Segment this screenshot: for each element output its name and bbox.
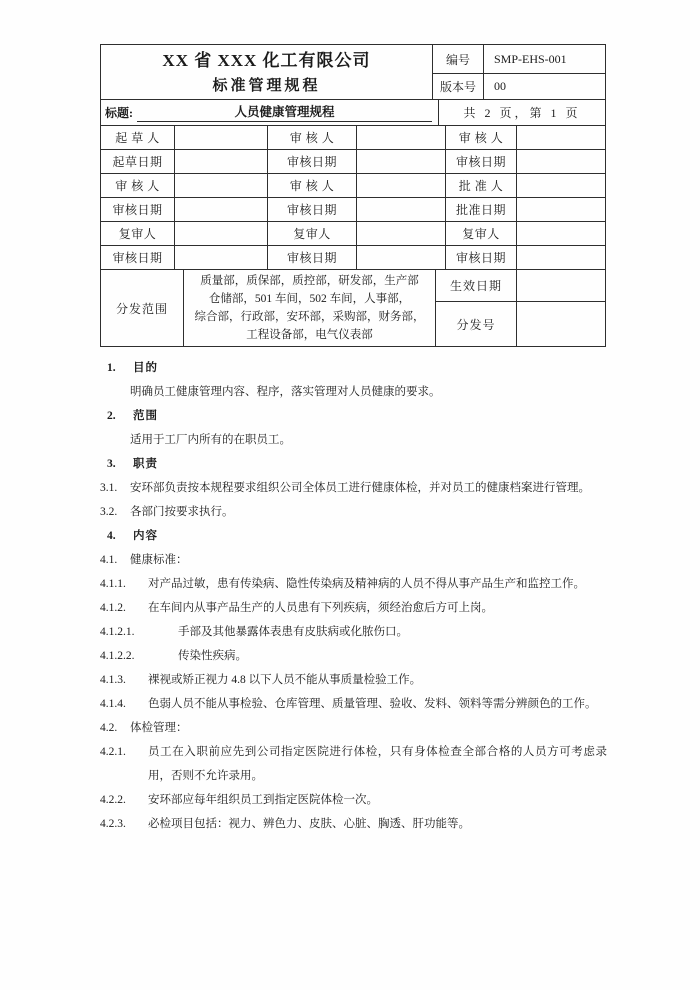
version-label: 版本号 [433, 74, 484, 100]
sign-value-cell [357, 198, 446, 222]
section-number: 4.1.1. [100, 578, 126, 590]
header-table [100, 44, 606, 100]
sign-value-cell [357, 126, 446, 150]
section-text: 体检管理： [130, 722, 188, 734]
dispatch-no-value-cell [517, 302, 606, 347]
sign-label: 复审人 [446, 222, 517, 246]
section-number: 3.2. [100, 506, 118, 518]
effective-date-value-cell [517, 270, 606, 302]
section-heading [100, 452, 607, 476]
body-item [100, 740, 607, 788]
sign-value-cell [357, 150, 446, 174]
distribution-line: 仓储部，501 车间，502 车间，人事部， [208, 293, 411, 305]
section-text: 手部及其他暴露体表患有皮肤病或化脓伤口。 [178, 626, 408, 638]
sign-label: 审 核 人 [446, 126, 517, 150]
section-number: 3.1. [100, 482, 118, 494]
section-number: 4.1.2.1. [100, 626, 135, 638]
body-item [100, 692, 607, 716]
title-cell [101, 100, 439, 126]
company-name: XX 省 XXX 化工有限公司 [162, 51, 371, 70]
title-label: 标题: [105, 106, 133, 120]
section-text: 安环部应每年组织员工到指定医院体检一次。 [148, 794, 378, 806]
body-item [100, 500, 607, 524]
section-number: 4.2.2. [100, 794, 126, 806]
sign-value-cell [175, 174, 268, 198]
section-text: 内容 [133, 530, 158, 542]
body-item [100, 476, 607, 500]
sign-label: 审核日期 [268, 246, 357, 270]
sign-label: 起草日期 [101, 150, 175, 174]
distribution-table [100, 269, 606, 347]
sign-row [101, 174, 606, 198]
section-text: 目的 [133, 362, 158, 374]
sign-label: 批准日期 [446, 198, 517, 222]
section-text: 裸视或矫正视力 4.8 以下人员不能从事质量检验工作。 [148, 674, 422, 686]
body-item [100, 788, 607, 812]
section-number: 4.1.2.2. [100, 650, 135, 662]
sign-label: 复审人 [101, 222, 175, 246]
section-number: 2. [107, 410, 116, 422]
sign-label: 审核日期 [268, 150, 357, 174]
section-text: 职责 [133, 458, 158, 470]
section-text: 在车间内从事产品生产的人员患有下列疾病，须经治愈后方可上岗。 [148, 602, 493, 614]
sign-label: 审核日期 [268, 198, 357, 222]
sign-label: 审核日期 [101, 198, 175, 222]
body-item [100, 644, 607, 668]
distribution-line: 质量部，质保部，质控部，研发部，生产部 [200, 275, 419, 287]
sign-value-cell [175, 150, 268, 174]
sign-value-cell [175, 246, 268, 270]
sign-row [101, 198, 606, 222]
section-text: 适用于工厂内所有的在职员工。 [130, 434, 291, 446]
sign-label: 审核日期 [446, 150, 517, 174]
section-number: 4.2.1. [100, 746, 126, 758]
section-number: 4.2. [100, 722, 118, 734]
distribution-line: 工程设备部，电气仪表部 [246, 329, 373, 341]
section-text: 员工在入职前应先到公司指定医院进行体检，只有身体检查全部合格的人员方可考虑录用，否则不允许录用。 [148, 746, 607, 782]
sign-label: 审核日期 [101, 246, 175, 270]
sign-value-cell [175, 126, 268, 150]
sign-value-cell [517, 198, 606, 222]
body-paragraph [100, 428, 607, 452]
section-number: 4.1.2. [100, 602, 126, 614]
dispatch-no-label: 分发号 [436, 302, 517, 347]
body-item [100, 596, 607, 620]
document-title: 人员健康管理规程 [137, 104, 432, 122]
sign-value-cell [517, 246, 606, 270]
sign-value-cell [357, 222, 446, 246]
body-item [100, 716, 607, 740]
doc-no-value: SMP-EHS-001 [484, 45, 606, 74]
section-number: 4.1.4. [100, 698, 126, 710]
section-number: 1. [107, 362, 116, 374]
section-text: 传染性疾病。 [178, 650, 247, 662]
page-count: 共 2 页，第 1 页 [439, 100, 606, 126]
sign-value-cell [175, 222, 268, 246]
title-row-table [100, 99, 606, 126]
version-value: 00 [484, 74, 606, 100]
sign-value-cell [357, 174, 446, 198]
section-number: 4.2.3. [100, 818, 126, 830]
document-type: 标准管理规程 [212, 78, 321, 94]
section-heading [100, 356, 607, 380]
sign-label: 审 核 人 [101, 174, 175, 198]
effective-date-label: 生效日期 [436, 270, 517, 302]
section-text: 对产品过敏，患有传染病、隐性传染病及精神病的人员不得从事产品生产和监控工作。 [148, 578, 585, 590]
sign-row [101, 222, 606, 246]
section-text: 安环部负责按本规程要求组织公司全体员工进行健康体检，并对员工的健康档案进行管理。 [130, 482, 590, 494]
sign-label: 审核日期 [446, 246, 517, 270]
section-text: 范围 [133, 410, 158, 422]
sign-value-cell [357, 246, 446, 270]
sign-label: 批 准 人 [446, 174, 517, 198]
section-text: 健康标准： [130, 554, 188, 566]
sign-label: 审 核 人 [268, 126, 357, 150]
section-heading [100, 404, 607, 428]
section-text: 明确员工健康管理内容、程序，落实管理对人员健康的要求。 [130, 386, 441, 398]
distribution-line: 综合部，行政部，安环部，采购部，财务部， [194, 311, 425, 323]
sign-value-cell [517, 222, 606, 246]
body-item [100, 572, 607, 596]
section-number: 4.1.3. [100, 674, 126, 686]
body-section [100, 356, 607, 836]
sign-row [101, 150, 606, 174]
sign-value-cell [517, 174, 606, 198]
sign-value-cell [175, 198, 268, 222]
body-paragraph [100, 380, 607, 404]
distribution-label: 分发范围 [101, 270, 184, 347]
distribution-text [184, 270, 436, 347]
sign-label: 审 核 人 [268, 174, 357, 198]
doc-no-label: 编号 [433, 45, 484, 74]
sign-label: 起 草 人 [101, 126, 175, 150]
section-number: 4. [107, 530, 116, 542]
sign-row [101, 246, 606, 270]
sign-value-cell [517, 126, 606, 150]
sign-value-cell [517, 150, 606, 174]
section-number: 3. [107, 458, 116, 470]
body-item [100, 668, 607, 692]
section-number: 4.1. [100, 554, 118, 566]
section-text: 色弱人员不能从事检验、仓库管理、质量管理、验收、发料、领料等需分辨颜色的工作。 [148, 698, 597, 710]
sign-row [101, 126, 606, 150]
signature-table [100, 125, 606, 270]
section-text: 必检项目包括：视力、辨色力、皮肤、心脏、胸透、肝功能等。 [148, 818, 470, 830]
body-item [100, 812, 607, 836]
body-item [100, 548, 607, 572]
body-item [100, 620, 607, 644]
sign-label: 复审人 [268, 222, 357, 246]
section-text: 各部门按要求执行。 [130, 506, 234, 518]
company-header-cell [101, 45, 433, 100]
section-heading [100, 524, 607, 548]
